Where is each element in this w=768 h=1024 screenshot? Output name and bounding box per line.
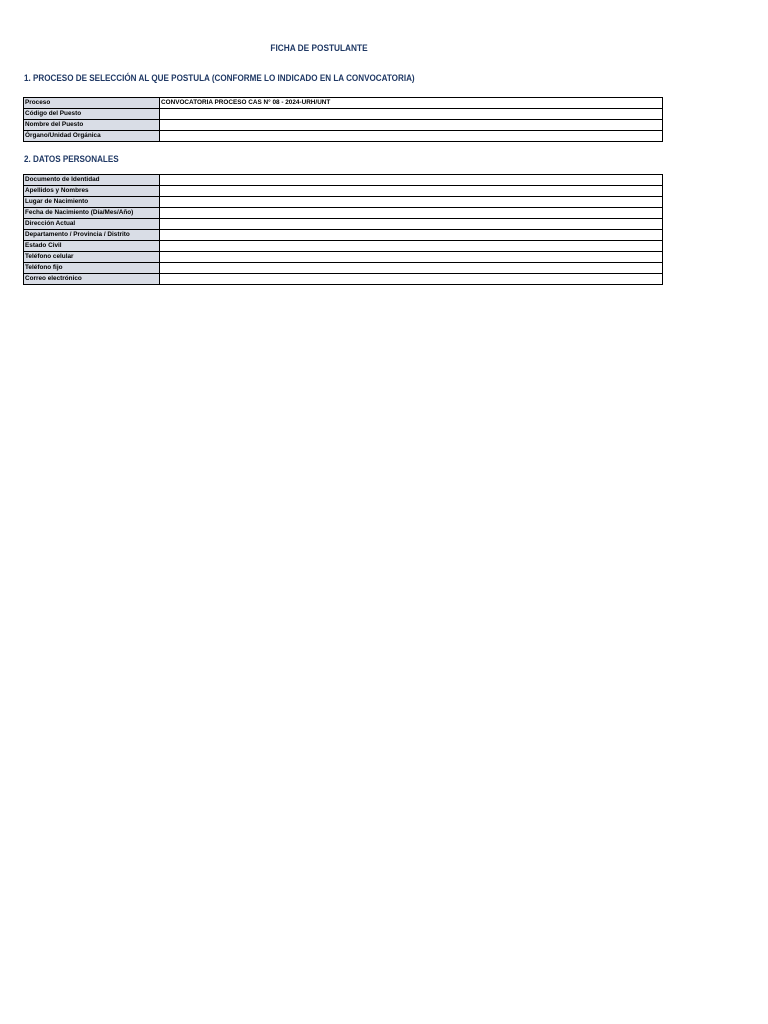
row-label-correo-electronico: Correo electrónico — [24, 274, 160, 285]
row-label-telefono-celular: Teléfono celular — [24, 252, 160, 263]
table-row — [24, 109, 663, 120]
row-label-departamento-provincia-distrito: Departamento / Provincia / Distrito — [24, 230, 160, 241]
table-row — [24, 219, 663, 230]
table-row — [24, 274, 663, 285]
nombre-puesto-field[interactable] — [160, 120, 663, 131]
row-label-codigo-puesto: Código del Puesto — [24, 109, 160, 120]
row-label-nombre-puesto: Nombre del Puesto — [24, 120, 160, 131]
table-row — [24, 252, 663, 263]
departamento-provincia-distrito-field[interactable] — [160, 230, 663, 241]
table-row — [24, 186, 663, 197]
table-row — [24, 197, 663, 208]
table-row — [24, 120, 663, 131]
row-label-estado-civil: Estado Civil — [24, 241, 160, 252]
row-label-telefono-fijo: Teléfono fijo — [24, 263, 160, 274]
row-label-fecha-nacimiento: Fecha de Nacimiento (Día/Mes/Año) — [24, 208, 160, 219]
process-table — [23, 97, 663, 142]
documento-identidad-field[interactable] — [160, 175, 663, 186]
estado-civil-field[interactable] — [160, 241, 663, 252]
row-label-direccion-actual: Dirección Actual — [24, 219, 160, 230]
table-row — [24, 263, 663, 274]
organo-unidad-field[interactable] — [160, 131, 663, 142]
row-label-lugar-nacimiento: Lugar de Nacimiento — [24, 197, 160, 208]
row-label-organo-unidad: Órgano/Unidad Orgánica — [24, 131, 160, 142]
proceso-field[interactable]: CONVOCATORIA PROCESO CAS N° 08 - 2024-URH/UNT — [160, 98, 663, 109]
table-row — [24, 241, 663, 252]
row-label-apellidos-nombres: Apellidos y Nombres — [24, 186, 160, 197]
table-row — [24, 98, 663, 109]
document-title: FICHA DE POSTULANTE — [270, 43, 368, 53]
telefono-fijo-field[interactable] — [160, 263, 663, 274]
fecha-nacimiento-field[interactable] — [160, 208, 663, 219]
section-2-heading: 2. DATOS PERSONALES — [24, 154, 119, 164]
lugar-nacimiento-field[interactable] — [160, 197, 663, 208]
row-label-documento-identidad: Documento de Identidad — [24, 175, 160, 186]
codigo-puesto-field[interactable] — [160, 109, 663, 120]
apellidos-nombres-field[interactable] — [160, 186, 663, 197]
section-1-heading: 1. PROCESO DE SELECCIÓN AL QUE POSTULA (CONFORME LO INDICADO EN LA CONVOCATORIA) — [24, 73, 415, 83]
table-row — [24, 131, 663, 142]
table-row — [24, 175, 663, 186]
table-row — [24, 208, 663, 219]
row-label-proceso: Proceso — [24, 98, 160, 109]
direccion-actual-field[interactable] — [160, 219, 663, 230]
personal-data-table — [23, 174, 663, 285]
correo-electronico-field[interactable] — [160, 274, 663, 285]
table-row — [24, 230, 663, 241]
telefono-celular-field[interactable] — [160, 252, 663, 263]
